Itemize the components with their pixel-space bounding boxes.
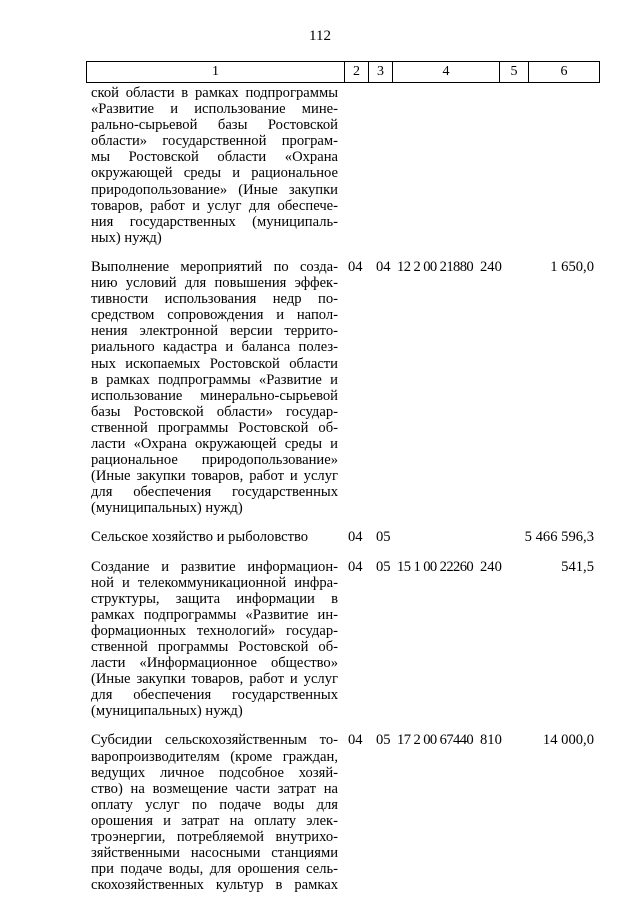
table-header-row <box>86 61 600 83</box>
header-col-2: 2 <box>344 62 368 82</box>
description-line: Выполнение мероприятий по созда- <box>91 258 338 275</box>
row-description <box>91 85 338 246</box>
description-line: ведущих личное подсобное хозяй- <box>91 764 338 781</box>
description-line: товаров, работ и услуг для обеспече- <box>91 197 338 214</box>
description-line: ных) нужд) <box>91 229 162 246</box>
table-row <box>86 85 600 246</box>
description-line: базы Ростовской области» государ- <box>91 403 338 420</box>
description-line: варопроизводителям (кроме граждан, <box>91 748 338 765</box>
description-line: для обеспечения государственных <box>91 687 338 704</box>
description-line: структуры, защита информации в <box>91 590 338 607</box>
row-description <box>91 259 338 517</box>
description-line: троэнергии, потребляемой внутрихо- <box>91 829 338 846</box>
cell-c4: 15 1 00 22260 <box>397 558 474 575</box>
description-line: нию условий для повышения эффек- <box>91 275 338 292</box>
description-line: ных ископаемых Ростовской области <box>91 355 338 372</box>
cell-c6: 14 000,0 <box>542 732 594 749</box>
description-line: рациональное природопользование» <box>91 452 338 469</box>
description-line: формационных технологий» государ- <box>91 622 338 639</box>
cell-c6: 1 650,0 <box>550 258 594 275</box>
description-line: ской области в рамках подпрограммы <box>91 85 338 101</box>
description-line: рально-сырьевой базы Ростовской <box>91 117 338 134</box>
row-description <box>91 732 338 893</box>
table-row <box>86 559 600 720</box>
cell-c3: 05 <box>376 732 391 749</box>
cell-c3: 05 <box>376 529 391 546</box>
row-description <box>91 559 338 720</box>
description-line: использование минерально-сырьевой <box>91 387 338 404</box>
cell-c3: 04 <box>376 258 391 275</box>
description-line: (Иные закупки товаров, работ и услуг <box>91 468 338 485</box>
cell-c5: 240 <box>480 558 502 575</box>
description-line: оплату услуг по подаче воды для <box>91 796 338 813</box>
cell-c3: 05 <box>376 558 391 575</box>
description-line: (муниципальных) нужд) <box>91 500 243 517</box>
description-line: природопользование» (Иные закупки <box>91 181 338 198</box>
cell-c2: 04 <box>348 529 363 546</box>
description-line: для обеспечения государственных <box>91 484 338 501</box>
description-line: ласти «Информационное общество» <box>91 655 338 672</box>
header-col-1: 1 <box>212 64 219 79</box>
description-line: (Иные закупки товаров, работ и услуг <box>91 671 338 688</box>
description-line: ственной программы Ростовской об- <box>91 639 338 655</box>
description-line: ственной программы Ростовской об- <box>91 419 338 436</box>
description-line: риального кадастра и баланса полез- <box>91 339 338 356</box>
description-line: мы Ростовской области «Охрана <box>91 149 338 166</box>
description-line: в рамках подпрограммы «Развитие и <box>91 371 338 388</box>
description-line: тивности использования недр по- <box>91 291 338 308</box>
description-line: Субсидии сельскохозяйственным то- <box>91 732 338 749</box>
description-line: рамках подпрограммы «Развитие ин- <box>91 606 338 623</box>
description-line: зяйственными насосными станциями <box>91 845 338 862</box>
cell-c5: 810 <box>480 732 502 749</box>
description-line: (муниципальных) нужд) <box>91 703 243 720</box>
table-row <box>86 529 600 545</box>
description-line: ной и телекоммуникационной инфра- <box>91 574 338 591</box>
description-line: ния государственных (муниципаль- <box>91 213 338 230</box>
budget-table-body <box>86 85 600 906</box>
header-col-6: 6 <box>528 62 599 82</box>
cell-c6: 5 466 596,3 <box>524 529 594 546</box>
description-line: ласти «Охрана окружающей среды и <box>91 435 338 452</box>
description-line: Сельское хозяйство и рыболовство <box>91 529 309 546</box>
cell-c4: 12 2 00 21880 <box>397 258 474 275</box>
cell-c4: 17 2 00 67440 <box>397 732 474 749</box>
cell-c2: 04 <box>348 732 363 749</box>
table-row <box>86 732 600 893</box>
description-line: Создание и развитие информацион- <box>91 558 338 575</box>
row-description <box>91 529 338 545</box>
description-line: «Развитие и использование мине- <box>91 101 338 118</box>
description-line: ство) на возмещение части затрат на <box>91 780 338 797</box>
description-line: окружающей среды и рациональное <box>91 165 338 182</box>
description-line: нения электронной версии террито- <box>91 323 338 340</box>
description-line: при подаче воды, для орошения сель- <box>91 861 338 878</box>
description-line: средством сопровождения и напол- <box>91 307 338 324</box>
description-line: орошения и затрат на оплату элек- <box>91 812 338 829</box>
description-line: скохозяйственных культур в рамках <box>91 877 338 894</box>
header-col-5: 5 <box>499 62 528 82</box>
page-number: 112 <box>309 28 331 44</box>
table-row <box>86 259 600 517</box>
cell-c6: 541,5 <box>561 558 594 575</box>
header-col-3: 3 <box>368 62 392 82</box>
description-line: области» государственной програм- <box>91 133 338 150</box>
header-col-4: 4 <box>392 62 499 82</box>
cell-c2: 04 <box>348 258 363 275</box>
cell-c5: 240 <box>480 258 502 275</box>
cell-c2: 04 <box>348 558 363 575</box>
